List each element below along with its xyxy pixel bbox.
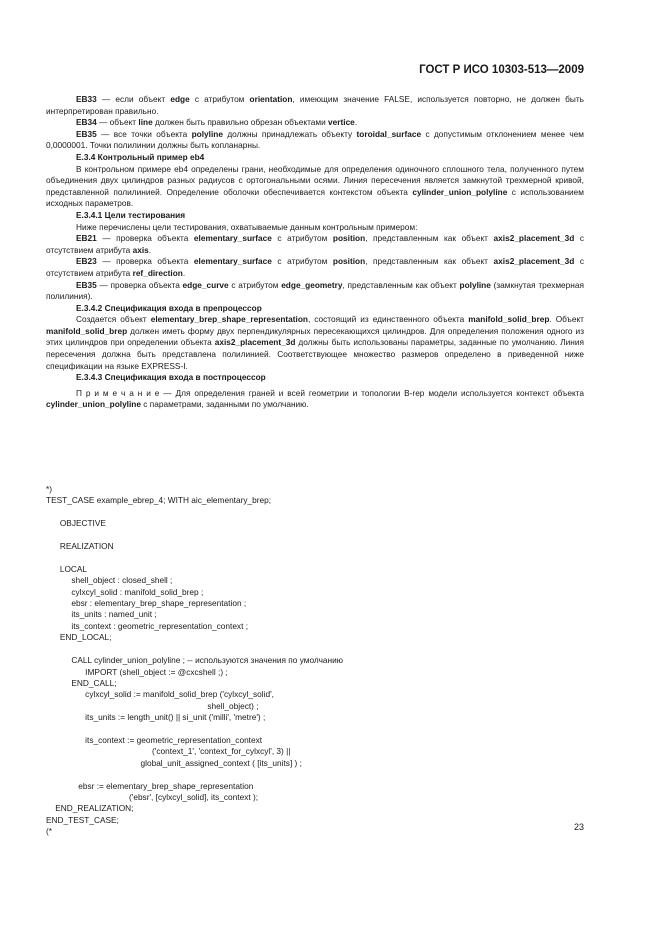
paragraph: EB33 — если объект edge с атрибутом orientation, имеющим значение FALSE, используется повторно, не должен быть интерпретирован правильно. <box>46 94 584 116</box>
express-code-listing: *) TEST_CASE example_ebrep_4; WITH aic_elementary_brep; OBJECTIVE REALIZATION LOCAL shell_object : closed_shell ; cylxcyl_solid : manifold_solid_brep ; ebsr : elementary_brep_shape_representation ; its_units : named_unit ; its_context : geometric_representation_context ; END_LOCAL; CALL cylinder_union_polyline ; -- используются значения по умолчанию IMPORT (shell_object := @cxcshell ;) ; END_CALL; cylxcyl_solid := manifold_solid_brep ('cylxcyl_solid', shell_object) ; its_units := length_unit() || si_unit ('milli', 'metre') ; its_context := geometric_representation_context ('context_1', 'context_for_cylxcyl', 3) || global_unit_assigned_context ( [its_units] ) ; ebsr := elementary_brep_shape_representation ('ebsr', [cylxcyl_solid], its_context ); END_REALIZATION; END_TEST_CASE; (* <box>46 484 343 837</box>
paragraph: EB35 — все точки объекта polyline должны принадлежать объекту toroidal_surface с допустимым отклонением менее чем 0,0000001. Точки полилинии должны быть копланарны. <box>46 128 585 151</box>
paragraph: EB34 — объект line должен быть правильно обрезан объектами vertice. <box>76 117 358 128</box>
paragraph: Создается объект elementary_brep_shape_representation, состоящий из единственного объекта manifold_solid_brep. Объект manifold_solid_brep должен иметь форму двух перпендикулярных пересекающихся цилиндров. Для определения положения одного из этих цилиндров при определении объекта axis2_placement_3d должны быть использованы параметры, заданные по умолчанию. Линия пересечения должна быть представлена полилинией. Соответствующее множество размеров определено в приведенной ниже спецификации на языке EXPRESS-I. <box>46 314 585 371</box>
body-text <box>46 94 584 411</box>
document-header: ГОСТ Р ИСО 10303-513—2009 <box>419 64 584 76</box>
section-heading: E.3.4.2 Спецификация входа в препроцессор <box>76 302 262 313</box>
section-heading: E.3.4.3 Спецификация входа в постпроцессор <box>76 372 266 383</box>
section-heading: E.3.4.1 Цели тестирования <box>76 209 186 220</box>
paragraph: Ниже перечислены цели тестирования, охватываемые данным контрольным примером: <box>76 221 418 232</box>
paragraph: В контрольном примере eb4 определены грани, необходимые для определения одиночного сплошного тела, полученного путем объединения двух цилиндров разных радиусов с ортогональными осями. Линия пересечения является замкнутой трехмерной кривой, представленной полилинией. Определение оболочки обеспечивается контекстом объекта cylinder_union_polyline с использованием исходных параметров. <box>46 163 585 209</box>
paragraph: EB23 — проверка объекта elementary_surface с атрибутом position, представленным как объект axis2_placement_3d с отсутствием атрибута ref_direction. <box>46 256 584 278</box>
paragraph: EB35 — проверка объекта edge_curve с атрибутом edge_geometry, представленным как объект polyline (замкнутая трехмерная полилиния). <box>46 279 584 302</box>
paragraph: EB21 — проверка объекта elementary_surface с атрибутом position, представленным как объект axis2_placement_3d с отсутствием атрибута axis. <box>46 233 584 255</box>
page-number: 23 <box>573 822 584 832</box>
section-heading: E.3.4 Контрольный пример eb4 <box>76 151 205 162</box>
paragraph: П р и м е ч а н и е — Для определения граней и всей геометрии и топологии B-rep модели используется контекст объекта cylinder_union_polyline с параметрами, заданными по умолчанию. <box>46 387 584 410</box>
